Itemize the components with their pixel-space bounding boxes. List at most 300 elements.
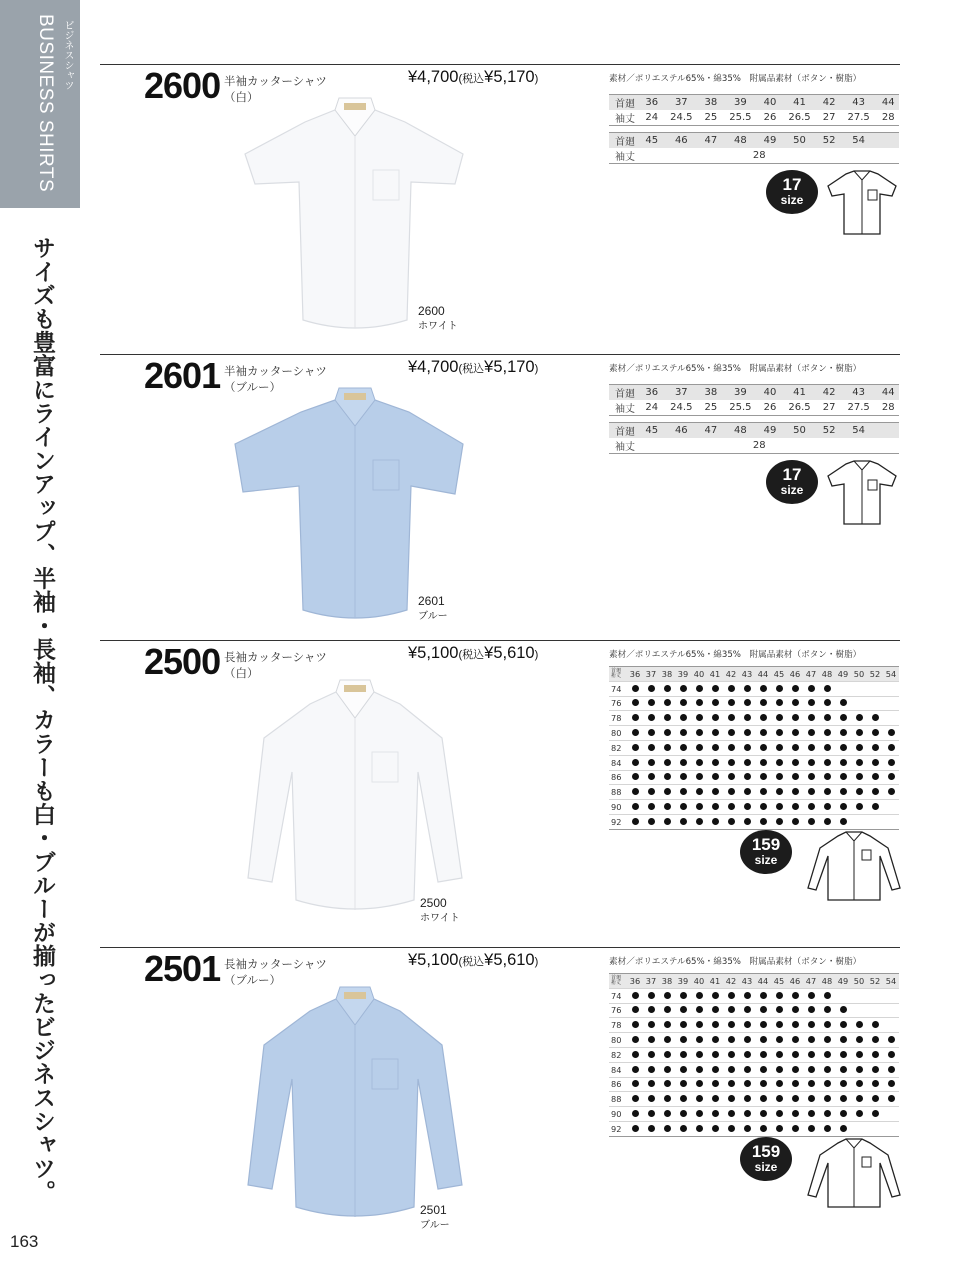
available-dot [648, 1080, 655, 1087]
availability-cell [627, 785, 643, 800]
available-dot [760, 1095, 767, 1102]
available-dot [648, 1110, 655, 1117]
available-dot [728, 1036, 735, 1043]
availability-cell [755, 1033, 771, 1048]
neck-size-header: 52 [867, 667, 883, 682]
availability-cell [659, 755, 675, 770]
availability-cell [835, 1062, 851, 1077]
available-dot [856, 1080, 863, 1087]
available-dot [888, 729, 895, 736]
available-dot [824, 759, 831, 766]
availability-cell [771, 1092, 787, 1107]
vertical-tagline: サイズも豊富にラインアップ、半袖・長袖、カラーも白・ブルーが揃ったビジネスシャツ。 [29, 236, 55, 1204]
neck-size-header: 50 [851, 667, 867, 682]
available-dot [760, 788, 767, 795]
available-dot [792, 714, 799, 721]
availability-cell [851, 696, 867, 711]
available-dot [680, 803, 687, 810]
availability-cell [691, 785, 707, 800]
availability-cell [675, 681, 691, 696]
availability-cell [851, 1062, 867, 1077]
available-dot [824, 699, 831, 706]
availability-cell [803, 800, 819, 815]
availability-cell [819, 1047, 835, 1062]
available-dot [808, 699, 815, 706]
grid-row [609, 1033, 899, 1048]
available-dot [856, 729, 863, 736]
availability-cell [883, 711, 899, 726]
available-dot [696, 992, 703, 999]
availability-cell [659, 1047, 675, 1062]
availability-cell [787, 740, 803, 755]
available-dot [712, 1095, 719, 1102]
available-dot [648, 818, 655, 825]
available-dot [792, 1110, 799, 1117]
availability-cell [883, 1077, 899, 1092]
available-dot [776, 773, 783, 780]
grid-corner-label: 首廻 裄丈 [609, 667, 627, 682]
available-dot [792, 1036, 799, 1043]
availability-cell [739, 755, 755, 770]
neck-size-header: 49 [835, 667, 851, 682]
available-dot [712, 773, 719, 780]
available-dot [664, 773, 671, 780]
available-dot [680, 699, 687, 706]
available-dot [664, 1006, 671, 1013]
availability-cell [819, 711, 835, 726]
available-dot [808, 992, 815, 999]
available-dot [792, 1021, 799, 1028]
available-dot [728, 1006, 735, 1013]
available-dot [680, 685, 687, 692]
availability-cell [771, 785, 787, 800]
availability-cell [755, 1062, 771, 1077]
available-dot [648, 1125, 655, 1132]
availability-cell [851, 740, 867, 755]
availability-cell [659, 711, 675, 726]
availability-cell [659, 988, 675, 1003]
available-dot [728, 1066, 735, 1073]
availability-cell [739, 711, 755, 726]
availability-cell [739, 1077, 755, 1092]
available-dot [776, 992, 783, 999]
availability-cell [851, 1033, 867, 1048]
availability-cell [803, 726, 819, 741]
neck-size-header: 48 [819, 667, 835, 682]
availability-cell [723, 726, 739, 741]
availability-cell [707, 785, 723, 800]
product-name: 長袖カッターシャツ （ブルー） [224, 957, 327, 987]
availability-cell [867, 696, 883, 711]
available-dot [712, 992, 719, 999]
available-dot [776, 744, 783, 751]
availability-cell [787, 711, 803, 726]
available-dot [824, 685, 831, 692]
available-dot [680, 744, 687, 751]
availability-cell [659, 1018, 675, 1033]
available-dot [712, 1006, 719, 1013]
availability-cell [707, 681, 723, 696]
availability-cell [627, 814, 643, 829]
availability-cell [867, 988, 883, 1003]
available-dot [744, 1066, 751, 1073]
availability-cell [787, 1018, 803, 1033]
availability-cell [819, 681, 835, 696]
availability-cell [771, 681, 787, 696]
availability-cell [643, 1033, 659, 1048]
available-dot [808, 773, 815, 780]
available-dot [664, 685, 671, 692]
size-table: 首廻 36 37 38 39 40 41 42 43 44 袖丈 24 24.5 25 25.5 26 26.5 27 27.5 28 首廻 45 46 47 48 49 50 52 54 袖丈 28 [609, 94, 899, 164]
availability-cell [675, 1092, 691, 1107]
available-dot [872, 1066, 879, 1073]
divider [100, 354, 900, 355]
available-dot [632, 1021, 639, 1028]
availability-cell [707, 740, 723, 755]
availability-cell [819, 1003, 835, 1018]
availability-cell [707, 814, 723, 829]
availability-cell [771, 696, 787, 711]
available-dot [808, 714, 815, 721]
available-dot [696, 1095, 703, 1102]
availability-cell [755, 726, 771, 741]
availability-cell [675, 1018, 691, 1033]
available-dot [680, 714, 687, 721]
availability-cell [707, 770, 723, 785]
available-dot [808, 1021, 815, 1028]
available-dot [824, 1006, 831, 1013]
available-dot [744, 1006, 751, 1013]
available-dot [824, 1080, 831, 1087]
availability-cell [643, 1047, 659, 1062]
neck-size-header: 40 [691, 974, 707, 989]
available-dot [856, 1095, 863, 1102]
availability-cell [787, 988, 803, 1003]
available-dot [760, 1080, 767, 1087]
available-dot [680, 1066, 687, 1073]
availability-cell [835, 1107, 851, 1122]
availability-cell [707, 755, 723, 770]
available-dot [712, 714, 719, 721]
availability-cell [867, 755, 883, 770]
available-dot [856, 1036, 863, 1043]
available-dot [728, 992, 735, 999]
availability-cell [675, 1077, 691, 1092]
available-dot [664, 729, 671, 736]
available-dot [632, 1036, 639, 1043]
available-dot [808, 729, 815, 736]
available-dot [744, 1095, 751, 1102]
availability-cell [771, 814, 787, 829]
available-dot [728, 714, 735, 721]
product-price: ¥4,700(税込¥5,170) [408, 68, 539, 86]
available-dot [808, 744, 815, 751]
availability-cell [851, 755, 867, 770]
neck-size-header: 36 [627, 974, 643, 989]
available-dot [840, 788, 847, 795]
availability-cell [627, 800, 643, 815]
available-dot [728, 759, 735, 766]
grid-row [609, 1003, 899, 1018]
long-sleeve-shirt-blue-image [230, 975, 480, 1225]
product-price: ¥5,100(税込¥5,610) [408, 951, 539, 969]
grid-row [609, 1077, 899, 1092]
availability-cell [883, 988, 899, 1003]
grid-header-row [609, 974, 899, 989]
available-dot [696, 1080, 703, 1087]
available-dot [824, 1066, 831, 1073]
availability-cell [883, 681, 899, 696]
availability-cell [803, 1077, 819, 1092]
availability-cell [803, 988, 819, 1003]
available-dot [648, 773, 655, 780]
availability-cell [883, 1107, 899, 1122]
available-dot [760, 818, 767, 825]
size-availability-grid [609, 666, 899, 830]
available-dot [712, 818, 719, 825]
neck-size-header: 46 [787, 667, 803, 682]
material-info: 素材／ポリエステル65%・綿35% 附属品素材（ボタン・樹脂） [609, 650, 862, 660]
available-dot [680, 818, 687, 825]
available-dot [680, 1080, 687, 1087]
availability-cell [835, 740, 851, 755]
available-dot [664, 744, 671, 751]
neck-size-header: 38 [659, 974, 675, 989]
availability-cell [723, 1018, 739, 1033]
availability-cell [659, 1062, 675, 1077]
availability-cell [803, 711, 819, 726]
availability-cell [771, 711, 787, 726]
available-dot [648, 1066, 655, 1073]
availability-cell [691, 1121, 707, 1136]
available-dot [856, 1066, 863, 1073]
available-dot [664, 759, 671, 766]
available-dot [728, 818, 735, 825]
available-dot [648, 714, 655, 721]
available-dot [872, 1080, 879, 1087]
available-dot [712, 1021, 719, 1028]
available-dot [712, 788, 719, 795]
available-dot [824, 1110, 831, 1117]
available-dot [888, 1066, 895, 1073]
availability-cell [755, 785, 771, 800]
availability-cell [787, 696, 803, 711]
available-dot [696, 803, 703, 810]
availability-cell [691, 800, 707, 815]
available-dot [872, 729, 879, 736]
availability-cell [675, 726, 691, 741]
available-dot [776, 1051, 783, 1058]
available-dot [632, 1051, 639, 1058]
grid-header-row [609, 667, 899, 682]
available-dot [888, 1036, 895, 1043]
availability-cell [707, 800, 723, 815]
availability-cell [883, 1047, 899, 1062]
availability-cell [835, 988, 851, 1003]
available-dot [744, 714, 751, 721]
available-dot [776, 1125, 783, 1132]
availability-cell [819, 1033, 835, 1048]
availability-cell [691, 755, 707, 770]
availability-cell [739, 800, 755, 815]
available-dot [776, 1066, 783, 1073]
availability-cell [675, 1107, 691, 1122]
availability-cell [627, 1107, 643, 1122]
available-dot [840, 1036, 847, 1043]
availability-cell [803, 1092, 819, 1107]
neck-size-header: 44 [755, 974, 771, 989]
available-dot [760, 773, 767, 780]
available-dot [872, 1095, 879, 1102]
available-dot [760, 729, 767, 736]
size-count-badge: 159 size [740, 830, 792, 874]
availability-cell [707, 711, 723, 726]
available-dot [744, 1051, 751, 1058]
available-dot [776, 1036, 783, 1043]
availability-cell [835, 1092, 851, 1107]
available-dot [712, 759, 719, 766]
availability-cell [867, 800, 883, 815]
availability-cell [659, 696, 675, 711]
available-dot [648, 1021, 655, 1028]
availability-cell [883, 770, 899, 785]
available-dot [888, 1095, 895, 1102]
available-dot [744, 992, 751, 999]
availability-cell [755, 711, 771, 726]
availability-cell [883, 785, 899, 800]
available-dot [872, 1036, 879, 1043]
availability-cell [739, 814, 755, 829]
neck-size-header: 47 [803, 974, 819, 989]
availability-cell [867, 681, 883, 696]
availability-cell [739, 1003, 755, 1018]
availability-cell [835, 755, 851, 770]
availability-cell [643, 1003, 659, 1018]
available-dot [824, 803, 831, 810]
availability-cell [627, 711, 643, 726]
available-dot [728, 1080, 735, 1087]
availability-cell [883, 1018, 899, 1033]
available-dot [888, 1080, 895, 1087]
available-dot [760, 759, 767, 766]
available-dot [728, 1021, 735, 1028]
availability-cell [723, 1077, 739, 1092]
available-dot [664, 1080, 671, 1087]
available-dot [840, 1095, 847, 1102]
available-dot [648, 1051, 655, 1058]
available-dot [744, 759, 751, 766]
available-dot [728, 699, 735, 706]
availability-cell [771, 1107, 787, 1122]
sleeve-length-label: 92 [609, 814, 627, 829]
available-dot [696, 729, 703, 736]
availability-cell [707, 1003, 723, 1018]
available-dot [696, 1021, 703, 1028]
availability-cell [643, 770, 659, 785]
available-dot [744, 1036, 751, 1043]
available-dot [856, 788, 863, 795]
available-dot [776, 1095, 783, 1102]
availability-cell [755, 1018, 771, 1033]
grid-row [609, 800, 899, 815]
neck-size-header: 37 [643, 667, 659, 682]
available-dot [744, 773, 751, 780]
availability-cell [675, 1003, 691, 1018]
material-info: 素材／ポリエステル65%・綿35% 附属品素材（ボタン・樹脂） [609, 364, 862, 374]
availability-cell [787, 785, 803, 800]
availability-cell [675, 1121, 691, 1136]
availability-cell [803, 1107, 819, 1122]
availability-cell [867, 726, 883, 741]
availability-cell [819, 1092, 835, 1107]
availability-cell [819, 1062, 835, 1077]
availability-cell [803, 696, 819, 711]
available-dot [824, 714, 831, 721]
availability-cell [803, 755, 819, 770]
available-dot [696, 1051, 703, 1058]
grid-row [609, 1107, 899, 1122]
availability-cell [787, 1077, 803, 1092]
sleeve-length-label: 80 [609, 726, 627, 741]
sleeve-length-label: 82 [609, 740, 627, 755]
available-dot [808, 818, 815, 825]
availability-cell [867, 1077, 883, 1092]
sleeve-length-label: 78 [609, 1018, 627, 1033]
available-dot [632, 992, 639, 999]
available-dot [696, 699, 703, 706]
available-dot [888, 773, 895, 780]
available-dot [776, 1110, 783, 1117]
available-dot [664, 1021, 671, 1028]
availability-cell [739, 696, 755, 711]
available-dot [664, 788, 671, 795]
available-dot [840, 818, 847, 825]
availability-cell [867, 1033, 883, 1048]
available-dot [696, 1006, 703, 1013]
neck-size-header: 41 [707, 667, 723, 682]
grid-row [609, 726, 899, 741]
availability-cell [723, 770, 739, 785]
available-dot [648, 992, 655, 999]
availability-cell [787, 1092, 803, 1107]
availability-cell [675, 755, 691, 770]
availability-cell [659, 1003, 675, 1018]
available-dot [728, 685, 735, 692]
available-dot [696, 1066, 703, 1073]
availability-cell [851, 988, 867, 1003]
available-dot [744, 803, 751, 810]
availability-cell [867, 740, 883, 755]
available-dot [728, 1125, 735, 1132]
neck-size-header: 54 [883, 667, 899, 682]
availability-cell [819, 988, 835, 1003]
available-dot [776, 699, 783, 706]
available-dot [840, 1021, 847, 1028]
neck-size-header: 41 [707, 974, 723, 989]
availability-cell [739, 770, 755, 785]
availability-cell [867, 1018, 883, 1033]
size-availability-grid [609, 973, 899, 1137]
availability-cell [883, 1033, 899, 1048]
availability-cell [659, 814, 675, 829]
available-dot [696, 1110, 703, 1117]
available-dot [856, 803, 863, 810]
available-dot [760, 1006, 767, 1013]
available-dot [680, 773, 687, 780]
grid-row [609, 1092, 899, 1107]
availability-cell [755, 988, 771, 1003]
availability-cell [755, 1003, 771, 1018]
